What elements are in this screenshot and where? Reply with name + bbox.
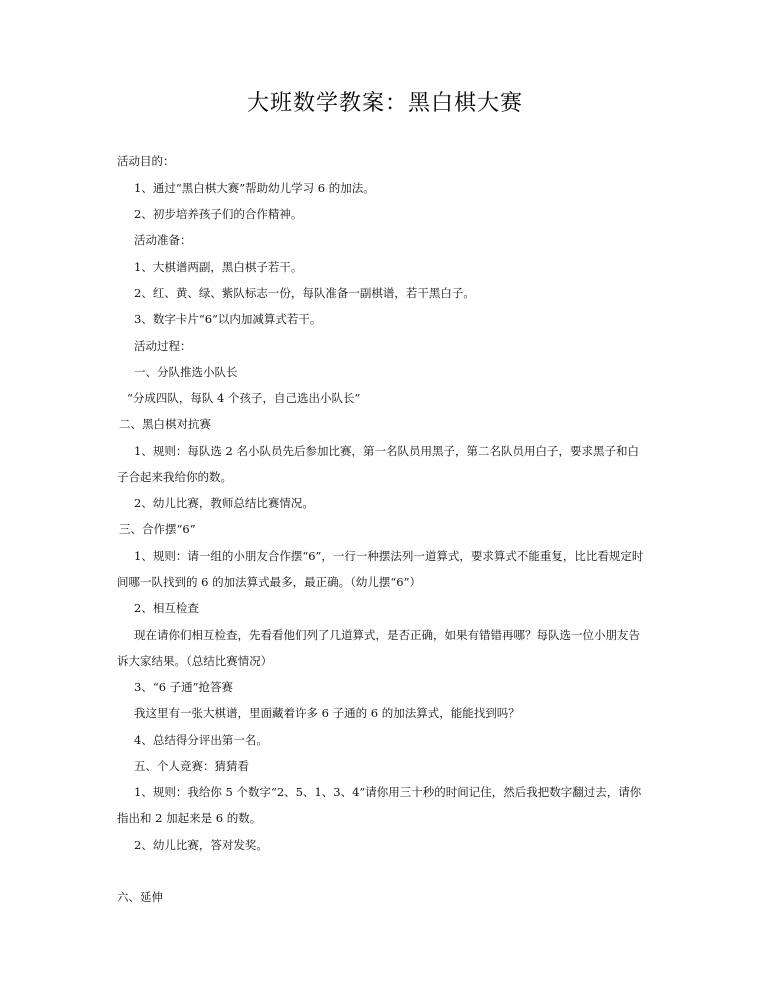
subsection-heading: 一、分队推选小队长 xyxy=(134,365,238,379)
paragraph-line: 1、规则：我给你 5 个数字“2、5、1、3、4”请你用三十秒的时间记住，然后我把数字翻过去，请你 xyxy=(134,785,642,799)
paragraph-line: 3、“6 子通”抢答赛 xyxy=(134,680,234,694)
paragraph-line: 2、初步培养孩子们的合作精神。 xyxy=(134,207,303,221)
subsection-heading: 二、黑白棋对抗赛 xyxy=(119,417,211,431)
section-heading-purpose: 活动目的： xyxy=(117,154,175,168)
paragraph-line: 我这里有一张大棋谱，里面藏着许多 6 子通的 6 的加法算式，能能找到吗？ xyxy=(134,706,520,720)
paragraph-line: 2、幼儿比赛，答对发奖。 xyxy=(134,838,268,852)
paragraph-line: 4、总结得分评出第一名。 xyxy=(134,733,268,747)
paragraph-line: 现在请你们相互检查，先看看他们列了几道算式，是否正确，如果有错错再哪？每队选一位小朋友告 xyxy=(134,628,640,642)
paragraph-line: 子合起来我给你的数。 xyxy=(117,470,232,484)
paragraph-line: 诉大家结果。（总结比赛情况） xyxy=(117,654,273,668)
paragraph-line: 1、规则：请一组的小朋友合作摆“6”，一行一种摆法列一道算式，要求算式不能重复，比比看规定时 xyxy=(134,549,644,563)
subsection-heading: 五、个人竞赛：猜猜看 xyxy=(134,759,249,773)
document-title: 大班数学教案：黑白棋大赛 xyxy=(246,91,523,116)
paragraph-line: 指出和 2 加起来是 6 的数。 xyxy=(117,811,262,825)
paragraph-line: 2、相互检查 xyxy=(134,601,199,615)
paragraph-line: 1、规则：每队选 2 名小队员先后参加比赛，第一名队员用黑子，第二名队员用白子，要求黑子和白 xyxy=(134,444,639,458)
subsection-heading: 三、合作摆“6” xyxy=(119,522,196,536)
section-heading-preparation: 活动准备： xyxy=(134,233,192,247)
paragraph-line: 1、通过“黑白棋大赛”帮助幼儿学习 6 的加法。 xyxy=(134,181,375,195)
paragraph-line: 间哪一队找到的 6 的加法算式最多，最正确。（幼儿摆“6”） xyxy=(117,575,421,589)
paragraph-line: 3、数字卡片“6”以内加减算式若干。 xyxy=(134,312,322,326)
paragraph-line: 2、红、黄、绿、紫队标志一份，每队准备一副棋谱，若干黑白子。 xyxy=(134,286,475,300)
paragraph-line: “分成四队，每队 4 个孩子，自己选出小队长” xyxy=(127,391,361,405)
paragraph-line: 2、幼儿比赛，教师总结比赛情况。 xyxy=(134,496,314,510)
subsection-heading: 六、延伸 xyxy=(117,890,163,904)
paragraph-line: 1、大棋谱两副，黑白棋子若干。 xyxy=(134,260,303,274)
section-heading-process: 活动过程： xyxy=(134,339,192,353)
